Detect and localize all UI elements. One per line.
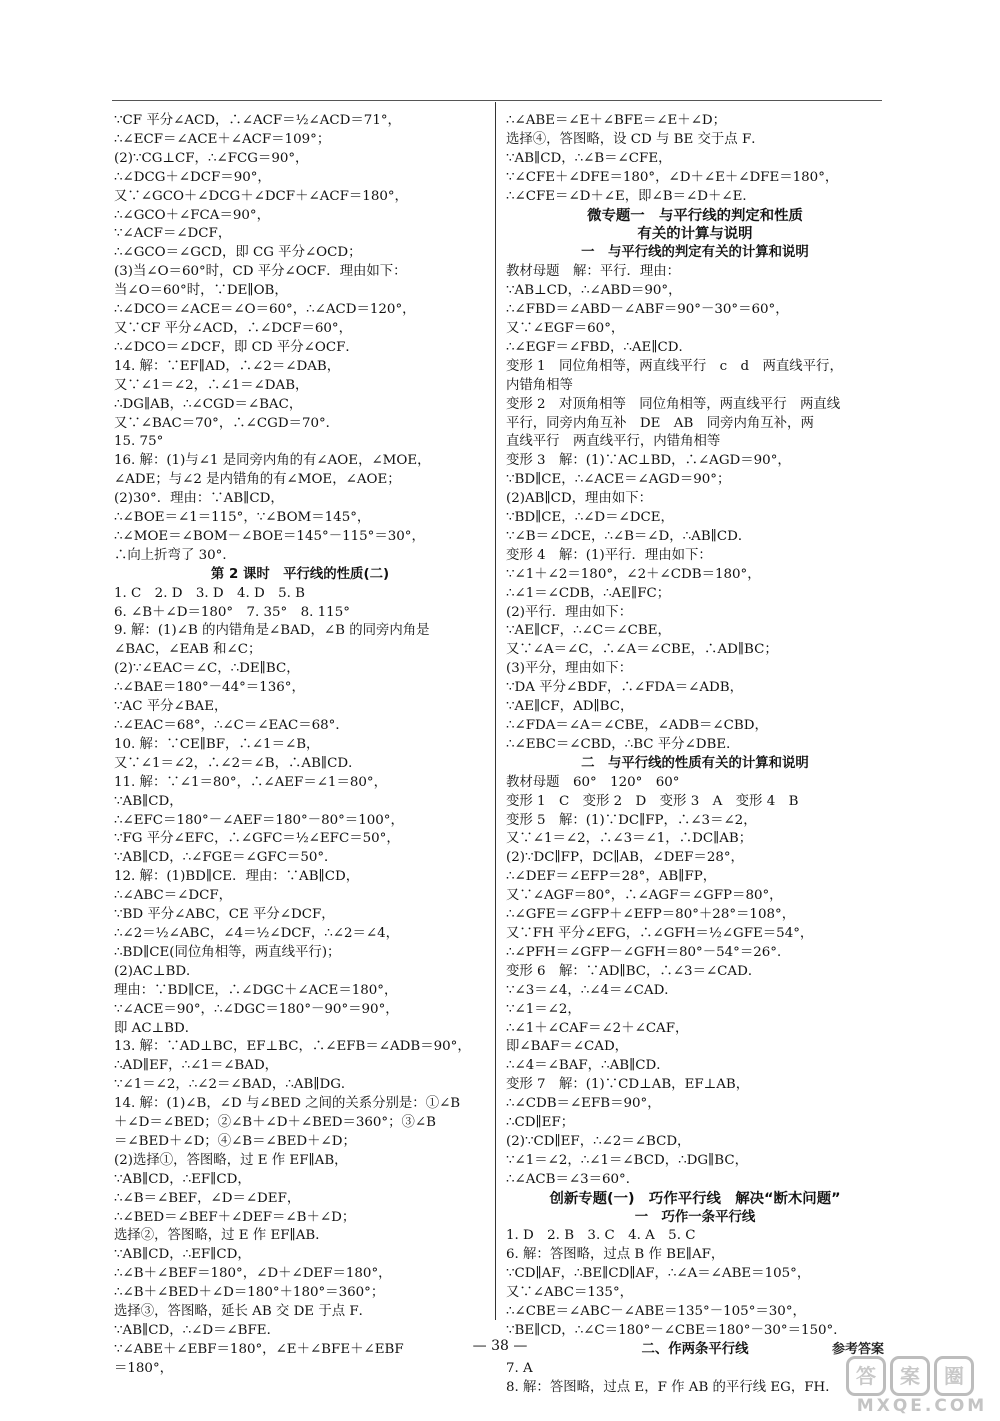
answer-line: ∴∠DCO＝∠ACE＝∠O＝60°，∴∠ACD＝120°， [114,302,416,318]
answer-line: 选择④，答图略，设 CD 与 BE 交于点 F． [506,131,765,147]
answer-line: (2)∵∠EAC＝∠C，∴DE∥BC， [114,661,300,677]
answer-line: 13. 解：∵AD⊥BC，EF⊥BC，∴∠EFB＝∠ADB＝90°， [114,1039,471,1055]
answer-line: ∴∠BOE＝∠1＝115°，∵∠BOM＝145°， [114,510,371,526]
answer-line: 变形 3 解：(1)∵AC⊥BD，∴∠AGD＝90°， [506,453,791,469]
answer-line: ∴CD∥EF； [506,1115,575,1131]
answer-line: 14. 解：(1)∠B，∠D 与∠BED 之间的关系分别是：①∠B [114,1096,461,1112]
answer-line: (2)∵CG⊥CF，∴∠FCG＝90°， [114,150,309,166]
answer-line: (2)AC⊥BD． [114,963,200,979]
answer-line: ∵∠ACE＝90°，∴∠DGC＝180°－90°＝90°， [114,1001,399,1017]
answer-line: ∵AE∥CF，∴∠C＝∠CBE， [506,623,671,639]
answer-line: 即∠BAF＝∠CAD， [506,1039,629,1055]
answer-line: ∴∠1＝∠CDB，∴AE∥FC； [506,585,671,601]
answer-line: ∴∠DCO＝∠DCF，即 CD 平分∠OCF． [114,339,359,355]
answer-line: 选择③，答图略，延长 AB 交 DE 于点 F． [114,1304,373,1320]
answer-line: 变形 4 解：(1)平行．理由如下： [506,547,712,563]
answer-line: ∵AB∥CD，∴∠B＝∠CFE， [506,150,672,166]
answer-line: 变形 1 同位角相等，两直线平行 c d 两直线平行， [506,358,843,374]
answer-line: 教材母题 60° 120° 60° [506,774,680,790]
watermark-text: MXQE.COM [856,1396,988,1416]
answer-line: ∵AE∥CF，AD∥BC， [506,699,634,715]
answer-line: 又∵∠BAC＝70°，∴∠CGD＝70°． [114,415,340,431]
top-rule [112,100,882,101]
answer-line: ∴∠EBC＝∠CBD，∴BC 平分∠DBE． [506,736,740,752]
answer-line: ∠ADE；与∠2 是内错角的有∠MOE，∠AOE； [114,472,401,488]
answer-line: 6. 解：答图略，过点 B 作 BE∥AF， [506,1247,725,1263]
answer-line: 变形 6 解：∵AD∥BC，∴∠3＝∠CAD． [506,963,762,979]
watermark-char: 圈 [934,1356,974,1396]
answer-line: 又∵∠GCO＋∠DCG＋∠DCF＋∠ACF＝180°， [114,188,408,204]
answer-line: ∴∠ECF＝∠ACE＋∠ACF＝109°； [114,131,331,147]
section-heading: 一 与平行线的判定有关的计算和说明 [581,245,809,261]
answer-line: ∵∠1＋∠2＝180°，∠2＋∠CDB＝180°， [506,566,761,582]
right-column [506,112,884,1398]
answer-line: ∵CF 平分∠ACD，∴∠ACF＝½∠ACD＝71°， [114,113,401,128]
answer-line: ∵AB∥CD，∴EF∥CD， [114,1247,251,1263]
answer-line: ∴∠4＝∠BAF，∴AB∥CD． [506,1058,670,1074]
answer-line: ∵∠B＝∠DCE，∴∠B＝∠D，∴AB∥CD． [506,528,752,544]
answer-line: 又∵∠1＝∠2，∴∠2＝∠B，∴AB∥CD． [114,755,362,771]
answer-line: ∵AC 平分∠BAE， [114,699,228,715]
answer-line: ∵∠ACF＝∠DCF， [114,226,232,242]
answer-line: ∵∠1＝∠2，∴∠2＝∠BAD，∴AB∥DG． [114,1077,355,1093]
answer-line: ＝180°， [114,1360,174,1376]
watermark-char: 答 [846,1356,886,1396]
answer-line: ∴∠EAC＝68°，∴∠C＝∠EAC＝68°． [114,718,349,733]
answer-line: ∵∠3＝∠4，∴∠4＝∠CAD． [506,982,678,998]
answer-line: ∴∠ACB＝∠3＝60°． [506,1171,640,1187]
answer-line: (2)AB∥CD，理由如下： [506,491,652,507]
answer-line: ∵CD∥AF，∴BE∥CD∥AF，∴∠A＝∠ABE＝105°， [506,1266,811,1282]
answer-line: (2)30°．理由：∵AB∥CD， [114,491,284,507]
answer-line: 变形 2 对顶角相等 同位角相等，两直线平行 两直线 [506,396,841,412]
answer-line: 内错角相等 [506,377,573,393]
answer-line: 12. 解：(1)BD∥CE．理由：∵AB∥CD， [114,869,360,885]
answer-line: ∵∠CFE＋∠DFE＝180°，∠D＋∠E＋∠DFE＝180°， [506,169,839,185]
answer-line: ∵∠1＝∠2，∴∠1＝∠BCD，∴DG∥BC， [506,1152,748,1168]
answer-line: ∴∠GFE＝∠GFP＋∠EFP＝80°＋28°＝108°， [506,907,796,923]
answer-line: ∴∠GCO＝∠GCD，即 CG 平分∠OCD； [114,245,362,261]
answer-line: ∵BD∥CE，∴∠D＝∠DCE， [506,510,674,526]
answer-line: ∴AD∥EF，∴∠1＝∠BAD， [114,1058,279,1074]
answer-line: 教材母题 解：平行．理由： [506,264,681,280]
answer-line: 当∠O＝60°时，∵DE∥OB， [114,283,288,299]
answer-line: 6. ∠B＋∠D＝180° 7. 35° 8. 115° [114,604,350,620]
answer-line: ∴∠B＋∠BEF＝180°，∠D＋∠DEF＝180°， [114,1266,392,1282]
answer-line: ∴∠BED＝∠BEF＋∠DEF＝∠B＋∠D； [114,1209,356,1225]
answer-line: ∴BD∥CE(同位角相等，两直线平行)； [114,944,341,960]
answer-line: 又∵∠1＝∠2，∴∠3＝∠1，∴DC∥AB； [506,831,753,847]
answer-line: (2)平行．理由如下： [506,604,633,620]
answer-line: 又∵CF 平分∠ACD，∴∠DCF＝60°， [114,320,353,336]
watermark-logo [846,1356,998,1420]
answer-line: ∴∠EFC＝180°－∠AEF＝180°－80°＝100°， [114,812,404,828]
answer-line: 变形 1 C 变形 2 D 变形 3 A 变形 4 B [506,793,799,809]
answer-line: ∵AB⊥CD，∴∠ABD＝90°， [506,283,682,299]
answer-line: 8. 解：答图略，过点 E，F 作 AB 的平行线 EG，FH． [506,1379,839,1395]
answer-line: 1. D 2. B 3. C 4. A 5. C [506,1228,696,1244]
answer-line: ∴∠FDA＝∠A＝∠CBE，∠ADB＝∠CBD， [506,718,768,733]
answer-line: 即 AC⊥BD． [114,1020,199,1036]
answer-line: ∴∠DEF＝∠EFP＝28°，AB∥FP， [506,869,717,885]
answer-line: ∴∠FBD＝∠ABD－∠ABF＝90°－30°＝60°， [506,302,789,318]
answer-line: ∵∠ABE＋∠EBF＝180°，∠E＋∠BFE＋∠EBF [114,1341,404,1357]
answer-line: (2)∵CD∥EF，∴∠2＝∠BCD， [506,1133,691,1149]
section-heading: 微专题一 与平行线的判定和性质 [587,207,803,224]
section-heading: 二 与平行线的性质有关的计算和说明 [581,755,809,771]
section-heading: 创新专题(一) 巧作平行线 解决“断木问题” [549,1190,841,1207]
answer-line: ∴∠MOE＝∠BOM－∠BOE＝145°－115°＝30°， [114,528,425,544]
answer-line: ∵FG 平分∠EFC，∴∠GFC＝½∠EFC＝50°， [114,831,400,847]
answer-line: 7. A [506,1360,533,1376]
answer-line: ∵BE∥CD，∴∠C＝180°－∠CBE＝180°－30°＝150°． [506,1323,847,1338]
column-divider [495,102,496,1320]
answer-line: 又∵FH 平分∠EFG，∴∠GFH＝½∠GFE＝54°， [506,925,814,941]
answer-line: ∴∠ABE＝∠E＋∠BFE＝∠E＋∠D； [506,113,727,128]
answer-line: ∵AB∥CD， [114,793,183,809]
answer-line: ∵AB∥CD，∴EF∥CD， [114,1171,251,1187]
answer-line: (3)平分，理由如下： [506,661,633,677]
page-number: — 38 — [472,1338,528,1354]
answer-line: ∴∠B＝∠BEF，∠D＝∠DEF， [114,1190,301,1206]
answer-line: 理由：∵BD∥CE，∴∠DGC＋∠ACE＝180°， [114,982,398,998]
answer-line: ∵AB∥CD，∴∠FGE＝∠GFC＝50°． [114,850,338,866]
answer-line: ∵BD 平分∠ABC，CE 平分∠DCF， [114,907,335,923]
answer-line: ∵∠1＝∠2， [506,1001,581,1017]
answer-line: ∴向上折弯了 30°． [114,547,236,563]
left-column [114,112,486,1379]
answer-line: 又∵∠1＝∠2，∴∠1＝∠DAB， [114,377,309,393]
answer-line: ∴∠2＝½∠ABC，∠4＝½∠DCF，∴∠2＝∠4， [114,925,400,941]
answer-line: ∴∠B＋∠BED＋∠D＝180°＋180°＝360°； [114,1285,385,1301]
watermark-char: 案 [890,1356,930,1396]
answer-line: 直线平行 两直线平行，内错角相等 [506,434,721,450]
footer-label: 参考答案 [832,1342,885,1357]
answer-line: 10. 解：∵CE∥BF，∴∠1＝∠B， [114,736,320,752]
answer-line: ∴∠PFH＝∠GFP－∠GFH＝80°－54°＝26°． [506,944,791,960]
answer-line: 14. 解：∵EF∥AD，∴∠2＝∠DAB， [114,358,341,374]
answer-line: 1. C 2. D 3. D 4. D 5. B [114,585,306,601]
answer-line: ∴∠DCG＋∠DCF＝90°， [114,169,271,185]
answer-line: ＝∠BED＋∠D；④∠B＝∠BED＋∠D； [114,1133,356,1149]
answer-line: 又∵∠ABC＝135°， [506,1285,634,1301]
answer-line: 平行，同旁内角互补 DE AB 同旁内角互补，两 [506,415,814,431]
answer-line: ∴∠CDB＝∠EFB＝90°， [506,1096,661,1112]
answer-line: 又∵∠EGF＝60°， [506,320,625,336]
answer-line: ∴∠CBE＝∠ABC－∠ABE＝135°－105°＝30°， [506,1304,806,1320]
answer-line: ∵DA 平分∠BDF，∴∠FDA＝∠ADB， [506,680,743,696]
answer-line: ∵AB∥CD，∴∠D＝∠BFE． [114,1323,280,1338]
answer-line: ∴∠CFE＝∠D＋∠E，即∠B＝∠D＋∠E． [506,188,756,204]
answer-line: 15. 75° [114,434,164,450]
answer-line: ∵BD∥CE，∴∠ACE＝∠AGD＝90°； [506,472,731,488]
answer-line: ∴∠1＋∠CAF＝∠2＋∠CAF， [506,1020,689,1036]
answer-line: 9. 解：(1)∠B 的内错角是∠BAD，∠B 的同旁内角是 [114,623,430,639]
section-heading: 二、作两条平行线 [641,1341,749,1357]
section-heading: 第 2 课时 平行线的性质(二) [210,566,390,582]
answer-line: ∴∠GCO＋∠FCA＝90°， [114,207,270,223]
answer-line: (3)当∠O＝60°时，CD 平分∠OCF．理由如下： [114,264,407,280]
answer-line: (2)∵DC∥FP，DC∥AB，∠DEF＝28°， [506,850,744,866]
answer-line: (2)选择①，答图略，过 E 作 EF∥AB， [114,1152,348,1168]
answer-line: ＋∠D＝∠BED；②∠B＋∠D＋∠BED＝360°；③∠B [114,1115,436,1131]
answer-line: ∴DG∥AB，∴∠CGD＝∠BAC， [114,396,303,412]
answer-line: ∴∠EGF＝∠FBD，∴AE∥CD． [506,339,692,355]
answer-line: ∠BAC，∠EAB 和∠C； [114,642,262,658]
answer-line: ∴∠ABC＝∠DCF， [114,888,233,904]
answer-line: 11. 解：∵∠1＝80°，∴∠AEF＝∠1＝80°， [114,774,387,790]
answer-line: 变形 7 解：(1)∵CD⊥AB，EF⊥AB， [506,1077,750,1093]
answer-line: 选择②，答图略，过 E 作 EF∥AB． [114,1228,329,1244]
answer-line: ∴∠BAE＝180°－44°＝136°， [114,680,305,696]
answer-line: 又∵∠AGF＝80°，∴∠AGF＝∠GFP＝80°， [506,888,783,904]
answer-line: 16. 解：(1)与∠1 是同旁内角的有∠AOE，∠MOE， [114,453,431,469]
answer-line: 变形 5 解：(1)∵DC∥FP，∴∠3＝∠2， [506,812,757,828]
answer-line: 又∵∠A＝∠C，∴∠A＝∠CBE，∴AD∥BC； [506,642,778,658]
section-heading: 有关的计算与说明 [637,226,753,243]
section-heading: 一 巧作一条平行线 [634,1209,756,1225]
